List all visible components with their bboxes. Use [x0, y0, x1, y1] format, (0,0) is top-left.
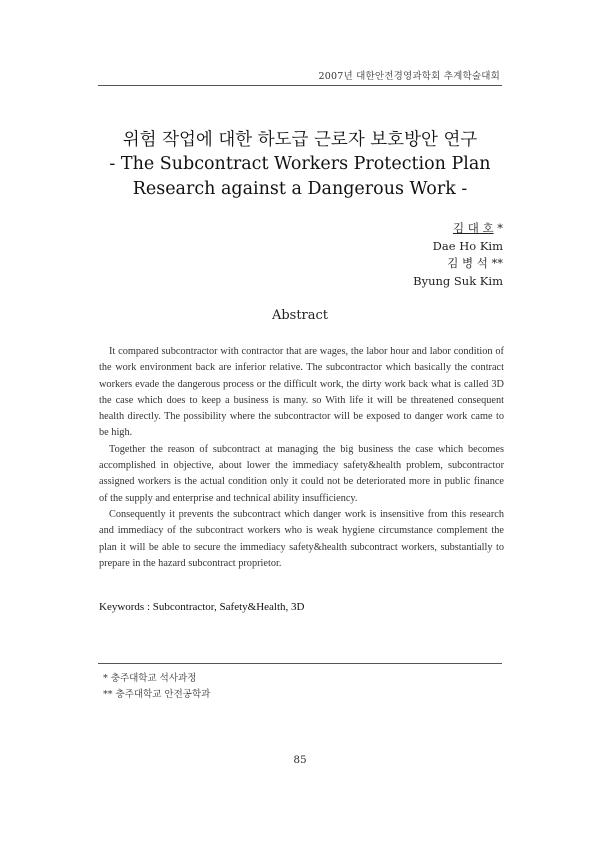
keywords: Keywords : Subcontractor, Safety&Health, 3D: [99, 601, 305, 613]
author2-english-name: Byung Suk Kim: [413, 273, 503, 288]
abstract-heading: Abstract: [271, 308, 329, 323]
abstract-paragraph-3: Consequently it prevents the subcontract which danger work is insensitive from this research and immediacy of the subcontract workers who is weak hygiene circumstance complement the plan it will be able to secure the immediacy safety&health subcontract workers, substantially to prepare in the hazard subcontract proprietor.: [99, 508, 504, 569]
author-block: [413, 220, 503, 290]
title-english-line2: Research against a Dangerous Work -: [132, 179, 468, 199]
page-number: 85: [293, 754, 307, 766]
author1-affiliation-mark: *: [497, 221, 503, 235]
footnote-2: ** 충주대학교 안전공학과: [103, 689, 211, 700]
running-header: 2007년 대한안전경영과학회 추계학술대회: [318, 71, 500, 82]
author1-korean-line: [413, 220, 503, 238]
footnote-rule: [98, 663, 502, 664]
header-rule: [98, 85, 502, 86]
author1-korean-name: 김 대 호: [452, 221, 494, 235]
author2-affiliation-mark: **: [491, 256, 503, 270]
footnote-1: * 충주대학교 석사과정: [103, 673, 197, 684]
author2-korean-name: 김 병 석: [447, 256, 488, 270]
abstract-paragraph-1: It compared subcontractor with contractor that are wages, the labor hour and labor condition of the work environment back are inferior relative. The subcontractor which basically the contract workers evade the dangerous process or the difficult work, the dirty work back what is called 3D the case which does to keep a business is many. so With life it will be threatened consequent health directly. The possibility where the subcontractor will be exposed to danger work came to be high.: [99, 346, 504, 439]
abstract-paragraph-2: Together the reason of subcontract at managing the big business the case which becomes accomplished in objective, about lower the immediacy safety&health problem, subcontractor assigned workers is the actual condition only it could not be deteriorated more in public finance of the supply and enterprise and technical ability insufficiency.: [99, 443, 504, 504]
author2-korean-line: [413, 255, 503, 273]
title-korean: 위험 작업에 대한 하도급 근로자 보호방안 연구: [122, 130, 478, 150]
title-english-line1: - The Subcontract Workers Protection Plan: [109, 154, 491, 174]
abstract-body: [99, 344, 504, 572]
author1-english-name: Dae Ho Kim: [432, 238, 503, 253]
